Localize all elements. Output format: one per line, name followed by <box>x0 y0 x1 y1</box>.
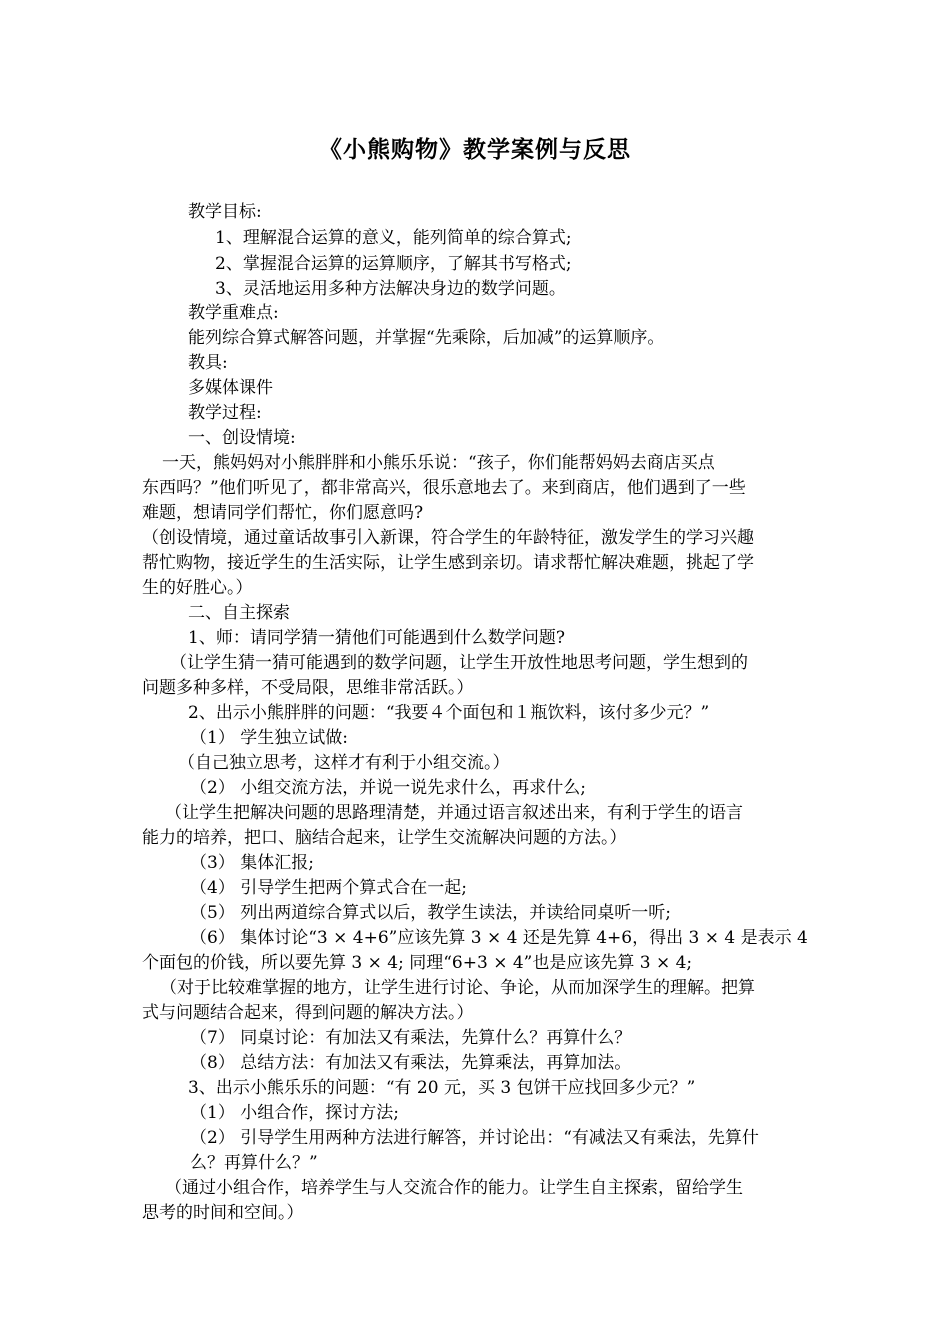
step-item: （8） 总结方法：有加法又有乘法，先算乘法，再算加法。 <box>190 1053 632 1073</box>
step-item: （7） 同桌讨论：有加法又有乘法，先算什么？再算什么？ <box>190 1028 632 1048</box>
paragraph-line: 2、出示小熊胖胖的问题：“我要４个面包和１瓶饮料，该付多少元？” <box>188 703 710 723</box>
paragraph-line: （自己独立思考，这样才有利于小组交流。） <box>178 753 510 773</box>
paragraph-line: （对于比较难掌握的地方，让学生进行讨论、争论，从而加深学生的理解。把算 <box>160 978 755 998</box>
step-item: （6） 集体讨论“3 × 4+6”应该先算 3 × 4 还是先算 4+6，得出 3 × 4 是表示 4 <box>190 928 808 948</box>
paragraph-line: 3、出示小熊乐乐的问题：“有 20 元，买 3 包饼干应找回多少元？” <box>188 1078 696 1098</box>
objective-item: 3、灵活地运用多种方法解决身边的数学问题。 <box>215 279 566 299</box>
subsection-heading: 二、自主探索 <box>188 603 290 623</box>
step-item: （2） 引导学生用两种方法进行解答，并讨论出：“有减法又有乘法，先算什 <box>190 1128 759 1148</box>
document-title: 《小熊购物》教学案例与反思 <box>319 136 631 163</box>
step-item: （1） 学生独立试做: <box>190 728 348 748</box>
section-heading-process: 教学过程: <box>188 403 262 423</box>
paragraph-line: 一天，熊妈妈对小熊胖胖和小熊乐乐说：“孩子，你们能帮妈妈去商店买点 <box>162 453 715 473</box>
step-item: （2） 小组交流方法，并说一说先求什么，再求什么; <box>190 778 586 798</box>
paragraph-line: 生的好胜心。） <box>142 578 253 598</box>
paragraph-line: 么？再算什么？” <box>190 1153 318 1173</box>
paragraph-line: 帮忙购物，接近学生的生活实际，让学生感到亲切。请求帮忙解决难题，挑起了学 <box>142 553 754 573</box>
objective-item: 2、掌握混合运算的运算顺序，了解其书写格式; <box>215 254 572 274</box>
paragraph-line: 东西吗？”他们听见了，都非常高兴，很乐意地去了。来到商店，他们遇到了一些 <box>142 478 746 498</box>
paragraph-line: 能列综合算式解答问题，并掌握“先乘除，后加减”的运算顺序。 <box>188 328 665 348</box>
paragraph-line: （创设情境，通过童话故事引入新课，符合学生的年龄特征，激发学生的学习兴趣 <box>142 528 754 548</box>
section-heading-objectives: 教学目标: <box>188 202 262 222</box>
paragraph-line: 难题，想请同学们帮忙，你们愿意吗? <box>142 503 424 523</box>
paragraph-line: 1、师：请同学猜一猜他们可能遇到什么数学问题? <box>188 628 565 648</box>
paragraph-line: （让学生把解决问题的思路理清楚，并通过语言叙述出来，有利于学生的语言 <box>165 803 743 823</box>
step-item: （4） 引导学生把两个算式合在一起; <box>190 878 467 898</box>
paragraph-line: 式与问题结合起来，得到问题的解决方法。） <box>142 1003 474 1023</box>
objective-item: 1、理解混合运算的意义，能列简单的综合算式; <box>215 228 572 248</box>
paragraph-line: 能力的培养，把口、脑结合起来，让学生交流解决问题的方法。） <box>142 828 627 848</box>
paragraph-line: 思考的时间和空间。） <box>142 1203 304 1223</box>
paragraph-line: （通过小组合作，培养学生与人交流合作的能力。让学生自主探索，留给学生 <box>165 1178 743 1198</box>
section-heading-tools: 教具: <box>188 353 228 373</box>
step-item: （1） 小组合作，探讨方法; <box>190 1103 399 1123</box>
step-item: （3） 集体汇报; <box>190 853 314 873</box>
paragraph-line: 问题多种多样，不受局限，思维非常活跃。） <box>142 678 474 698</box>
subsection-heading: 一、创设情境: <box>188 428 296 448</box>
paragraph-line: 个面包的价钱，所以要先算 3 × 4; 同理“6+3 × 4”也是应该先算 3 × 4; <box>142 953 693 973</box>
paragraph-line: （让学生猜一猜可能遇到的数学问题，让学生开放性地思考问题，学生想到的 <box>170 653 748 673</box>
section-heading-key-points: 教学重难点: <box>188 303 279 323</box>
step-item: （5） 列出两道综合算式以后，教学生读法，并读给同桌听一听; <box>190 903 671 923</box>
paragraph-line: 多媒体课件 <box>188 378 273 398</box>
